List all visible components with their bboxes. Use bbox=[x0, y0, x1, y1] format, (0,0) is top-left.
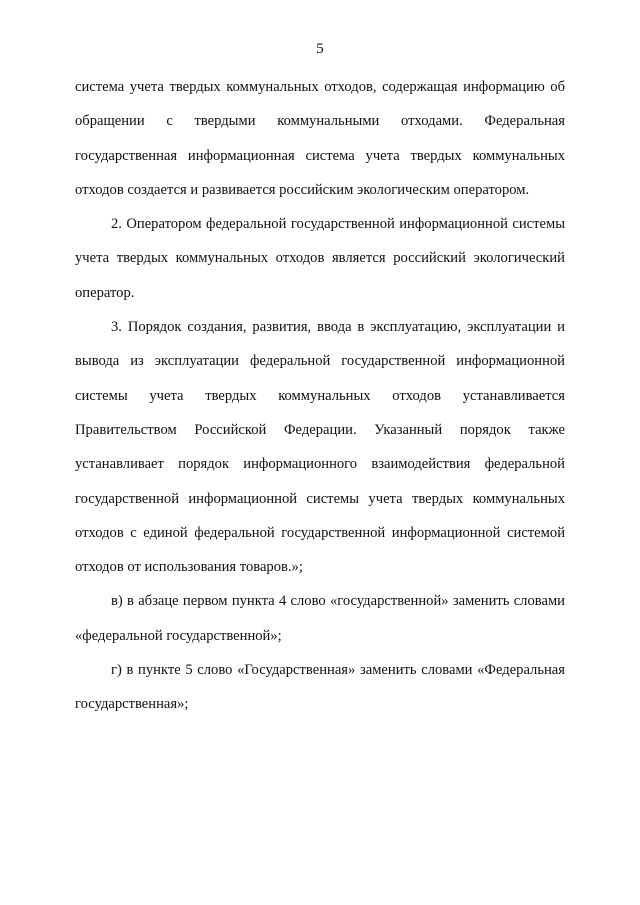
page-number: 5 bbox=[316, 41, 324, 57]
paragraph-continuation: система учета твердых коммунальных отходов, содержащая информацию об обращении с твердыми коммунальными отходами. Федеральная государственная информационная система учета твердых коммунальных отходов создается и развивается российским экологическим оператором. bbox=[75, 79, 565, 198]
paragraph-item-2: 2. Оператором федеральной государственной информационной системы учета твердых коммунальных отходов является российский экологический оператор. bbox=[75, 216, 565, 301]
paragraph-item-v: в) в абзаце первом пункта 4 слово «государственной» заменить словами «федеральной государственной»; bbox=[75, 593, 565, 644]
paragraph-item-3: 3. Порядок создания, развития, ввода в эксплуатацию, эксплуатации и вывода из эксплуатации федеральной государственной информационной системы учета твердых коммунальных отходов устанавливается Правительством Российской Федерации. Указанный порядок также устанавливает порядок информационного взаимодействия федеральной государственной информационной системы учета твердых коммунальных отходов с единой федеральной государственной информационной системой отходов от использования товаров.»; bbox=[75, 319, 565, 576]
document-body bbox=[75, 70, 565, 722]
paragraph-item-g: г) в пункте 5 слово «Государственная» заменить словами «Федеральная государственная»; bbox=[75, 662, 565, 713]
